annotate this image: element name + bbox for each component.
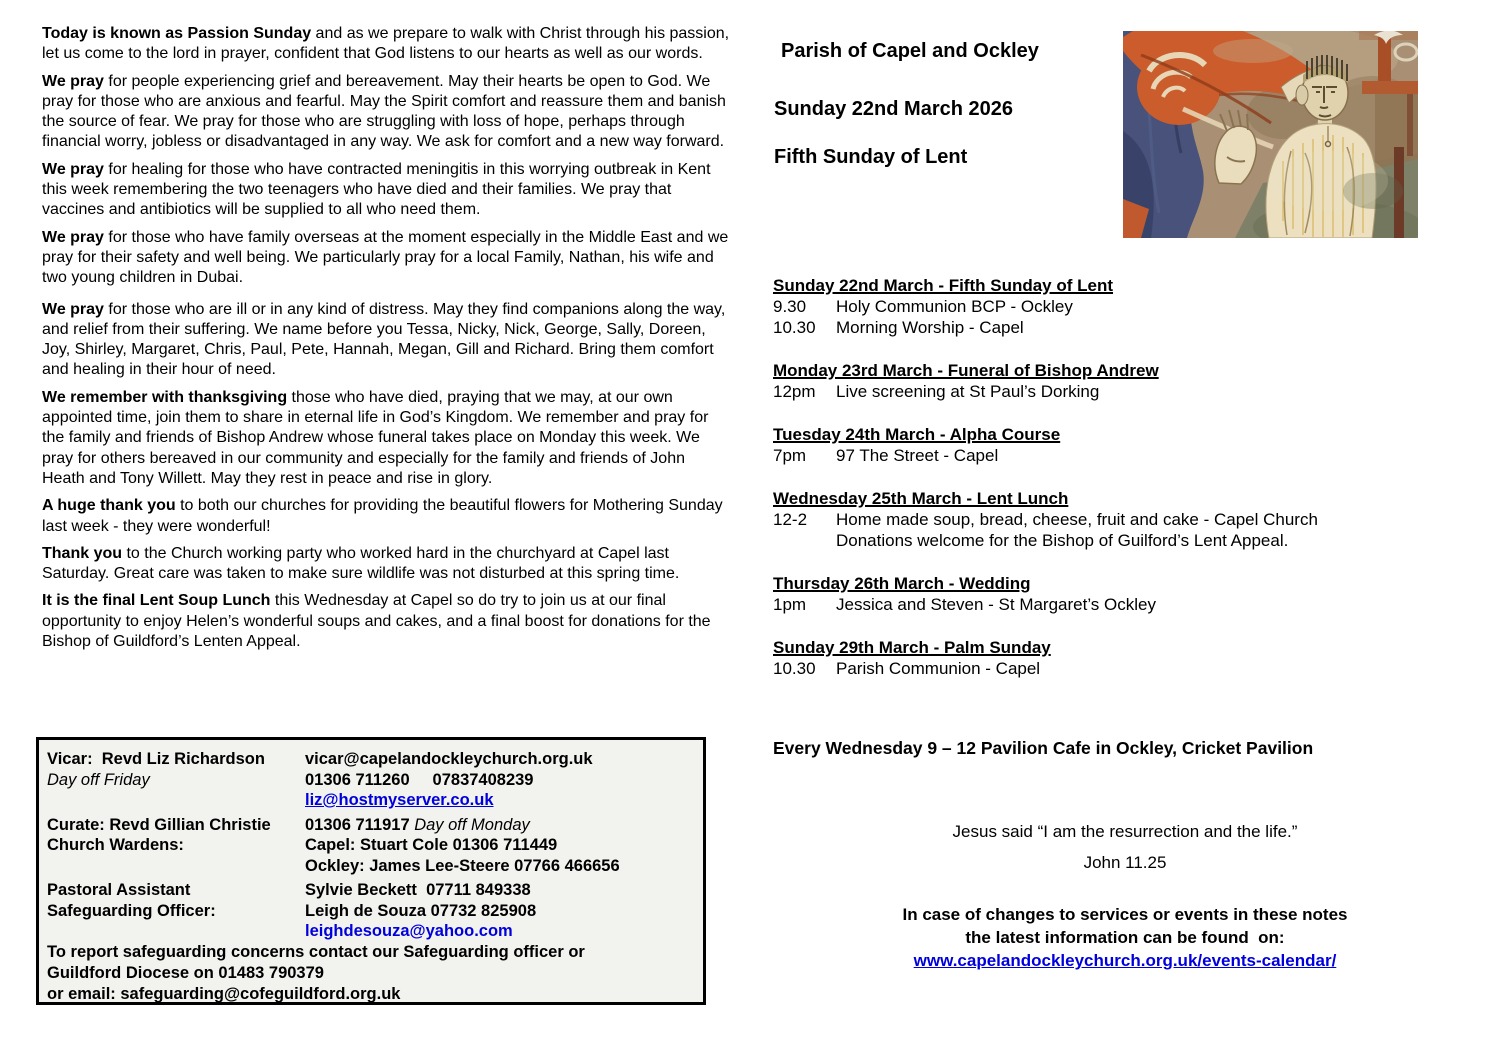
- event-item: [773, 317, 1483, 338]
- contact-row-warden-ockley: [47, 856, 703, 877]
- contact-row-safeguarding-email: [47, 921, 703, 942]
- event-desc: Parish Communion - Capel: [836, 659, 1041, 678]
- event-heading: Tuesday 24th March - Alpha Course: [773, 425, 1061, 444]
- prayer-paragraph: [42, 72, 730, 153]
- event-time: 7pm: [773, 446, 807, 465]
- event-heading: Monday 23rd March - Funeral of Bishop Andrew: [773, 361, 1159, 380]
- contact-label: Curate: Revd Gillian Christie: [47, 815, 271, 834]
- contact-row-safeguarding: [47, 901, 703, 922]
- event-desc: 97 The Street - Capel: [836, 446, 999, 465]
- contact-value: Sylvie Beckett 07711 849338: [305, 881, 531, 899]
- event-desc: Morning Worship - Capel: [836, 318, 1024, 337]
- event-desc: Home made soup, bread, cheese, fruit and cake - Capel Church: [836, 510, 1318, 529]
- safeguarding-email-link[interactable]: leighdesouza@yahoo.com: [305, 922, 513, 940]
- event-time: 12pm: [773, 382, 816, 401]
- contact-label: Safeguarding Officer:: [47, 901, 216, 920]
- event-block: [773, 637, 1483, 679]
- report-line: To report safeguarding concerns contact our Safeguarding officer or: [47, 942, 585, 961]
- changes-note: [785, 903, 1465, 972]
- contact-label: Pastoral Assistant: [47, 881, 191, 899]
- paragraph-lead: We pray: [42, 228, 104, 246]
- event-time: 9.30: [773, 297, 807, 316]
- report-line: Guildford Diocese on 01483 790379: [47, 963, 324, 982]
- contact-label: Church Wardens:: [47, 836, 184, 854]
- contact-row-curate: [47, 815, 703, 836]
- contact-row-liz-email: [47, 790, 703, 811]
- prayer-paragraph: [42, 496, 730, 537]
- paragraph-text: this Wednesday at Capel so do try to join us at our final opportunity to enjoy Helen’s wonderful soups and cakes, and a final boost for donations for the Bishop of Guildford’s Lenten Appeal.: [42, 592, 711, 651]
- events-list: [773, 275, 1483, 701]
- event-item: [773, 445, 1483, 466]
- prayer-paragraph: [42, 24, 730, 65]
- report-line: or email: safeguarding@cofeguildford.org.uk: [47, 984, 401, 1003]
- paragraph-text: to the Church working party who worked hard in the churchyard at Capel last Saturday. Great care was taken to make sure wildlife was not disturbed at this spring time.: [42, 544, 680, 583]
- paragraph-text: for those who are ill or in any kind of distress. May they find companions along the way, and relief from their suffering. We name before you Tessa, Nicky, Nick, George, Sally, Doreen, Joy, Shirley, Margaret, Chris, Paul, Pete, Hannah, Megan, Gill and Richard. Bring them comfort and healing in their hour of need.: [42, 300, 726, 379]
- paragraph-text: for people experiencing grief and bereavement. May their hearts be open to God. We pray for those who are anxious and fearful. May the Spirit comfort and reassure them and banish the source of fear. We pray for those who are struggling with loss of hope, perhaps through financial worry, jobless or disadvantaged in any way. We ask for comfort and a new way forward.: [42, 72, 726, 151]
- newsletter-occasion: Fifth Sunday of Lent: [774, 146, 968, 168]
- event-block: [773, 488, 1483, 551]
- event-item: [773, 381, 1483, 402]
- contact-row-vicar: [47, 749, 703, 770]
- prayers-column: [42, 24, 730, 659]
- contact-value: 01306 711260 07837408239: [305, 770, 534, 789]
- event-block: [773, 275, 1483, 338]
- changes-note-line: the latest information can be found on:: [965, 928, 1285, 947]
- event-heading: Wednesday 25th March - Lent Lunch: [773, 489, 1069, 508]
- changes-note-line: In case of changes to services or events in these notes: [902, 905, 1348, 924]
- contact-value: vicar@capelandockleychurch.org.uk: [305, 750, 593, 768]
- contact-label: Vicar: Revd Liz Richardson: [47, 750, 265, 768]
- paragraph-lead: Thank you: [42, 544, 123, 562]
- paragraph-text: and as we prepare to walk with Christ through his passion, let us come to the lord in prayer, confident that God listens to our hearts as well as our words.: [42, 25, 730, 63]
- scripture-reference: John 11.25: [1083, 853, 1167, 872]
- contact-box: [36, 737, 706, 1005]
- paragraph-lead: Today is known as Passion Sunday: [42, 25, 312, 42]
- pavilion-cafe-note: Every Wednesday 9 – 12 Pavilion Cafe in Ockley, Cricket Pavilion: [773, 738, 1314, 758]
- paragraph-lead: We pray: [42, 160, 104, 178]
- event-block: [773, 573, 1483, 615]
- paragraph-text: for healing for those who have contracted meningitis in this worrying outbreak in Kent this week remembering the two teenagers who have died and their families. We pray that vaccines and antibiotics will be supplied to all who need them.: [42, 160, 711, 219]
- event-block: [773, 424, 1483, 466]
- event-time: 10.30: [773, 318, 816, 337]
- event-block: [773, 360, 1483, 402]
- event-time: 12-2: [773, 510, 808, 529]
- event-desc: Jessica and Steven - St Margaret’s Ockley: [836, 595, 1156, 614]
- newsletter-date: Sunday 22nd March 2026: [774, 98, 1013, 120]
- event-time: [773, 530, 836, 551]
- contact-value: [305, 815, 703, 836]
- contact-label: Day off Friday: [47, 770, 150, 789]
- prayer-paragraph: [42, 300, 730, 381]
- contact-value: Leigh de Souza 07732 825908: [305, 901, 537, 920]
- contact-row-wardens: [47, 835, 703, 856]
- event-heading: Thursday 26th March - Wedding: [773, 574, 1031, 593]
- event-item: [773, 296, 1483, 317]
- prayer-paragraph: [42, 160, 730, 221]
- event-time: 1pm: [773, 595, 807, 614]
- event-desc: Holy Communion BCP - Ockley: [836, 297, 1073, 316]
- contact-label-spacer: [47, 790, 305, 811]
- liz-email-link[interactable]: liz@hostmyserver.co.uk: [305, 791, 494, 809]
- event-item: [773, 594, 1483, 615]
- prayer-paragraph: [42, 228, 730, 289]
- contact-label-spacer: [47, 921, 305, 942]
- paragraph-text: to both our churches for providing the beautiful flowers for Mothering Sunday last week - they were wonderful!: [42, 497, 723, 535]
- paragraph-lead: It is the final Lent Soup Lunch: [42, 592, 271, 610]
- safeguarding-report-note: [47, 942, 703, 1005]
- contact-value: Capel: Stuart Cole 01306 711449: [305, 836, 558, 854]
- event-item: [773, 658, 1483, 679]
- events-calendar-link[interactable]: www.capelandockleychurch.org.uk/events-calendar/: [913, 951, 1337, 970]
- event-item: [773, 530, 1483, 551]
- parish-title: Parish of Capel and Ockley: [781, 40, 1039, 62]
- curate-dayoff: Day off Monday: [414, 815, 530, 834]
- event-desc: Donations welcome for the Bishop of Guilford’s Lent Appeal.: [836, 531, 1289, 550]
- paragraph-text: those who have died, praying that we may, at our own appointed time, join them to share in eternal life in God’s Kingdom. We remember and pray for the family and friends of Bishop Andrew whose funeral takes place on Monday this week. We pray for others bereaved in our community and especially for the family and friends of John Heath and Tony Willett. May they rest in peace and rise in glory.: [42, 388, 709, 487]
- paragraph-lead: We pray: [42, 300, 104, 318]
- scripture-quote: Jesus said “I am the resurrection and the life.”: [952, 822, 1298, 841]
- contact-value: Ockley: James Lee-Steere 07766 466656: [305, 856, 620, 875]
- event-time: 10.30: [773, 659, 816, 678]
- event-heading: Sunday 29th March - Palm Sunday: [773, 638, 1051, 657]
- event-desc: Live screening at St Paul’s Dorking: [836, 382, 1100, 401]
- prayer-paragraph: [42, 591, 730, 652]
- fresco-image: [1123, 31, 1418, 238]
- paragraph-lead: A huge thank you: [42, 497, 176, 515]
- contact-row-pastoral: [47, 880, 703, 901]
- prayer-paragraph: [42, 544, 730, 585]
- paragraph-text: for those who have family overseas at the moment especially in the Middle East and we pray for their safety and well being. We particularly pray for a local Family, Nathan, his wife and two young children in Dubai.: [42, 228, 729, 287]
- prayer-paragraph: [42, 388, 730, 489]
- curate-phone: 01306 711917: [305, 815, 415, 834]
- contact-label-spacer: [47, 856, 305, 877]
- paragraph-lead: We remember with thanksgiving: [42, 388, 288, 406]
- paragraph-lead: We pray: [42, 72, 104, 90]
- contact-row-dayoff: [47, 770, 703, 791]
- event-heading: Sunday 22nd March - Fifth Sunday of Lent: [773, 276, 1114, 295]
- event-item: [773, 509, 1483, 530]
